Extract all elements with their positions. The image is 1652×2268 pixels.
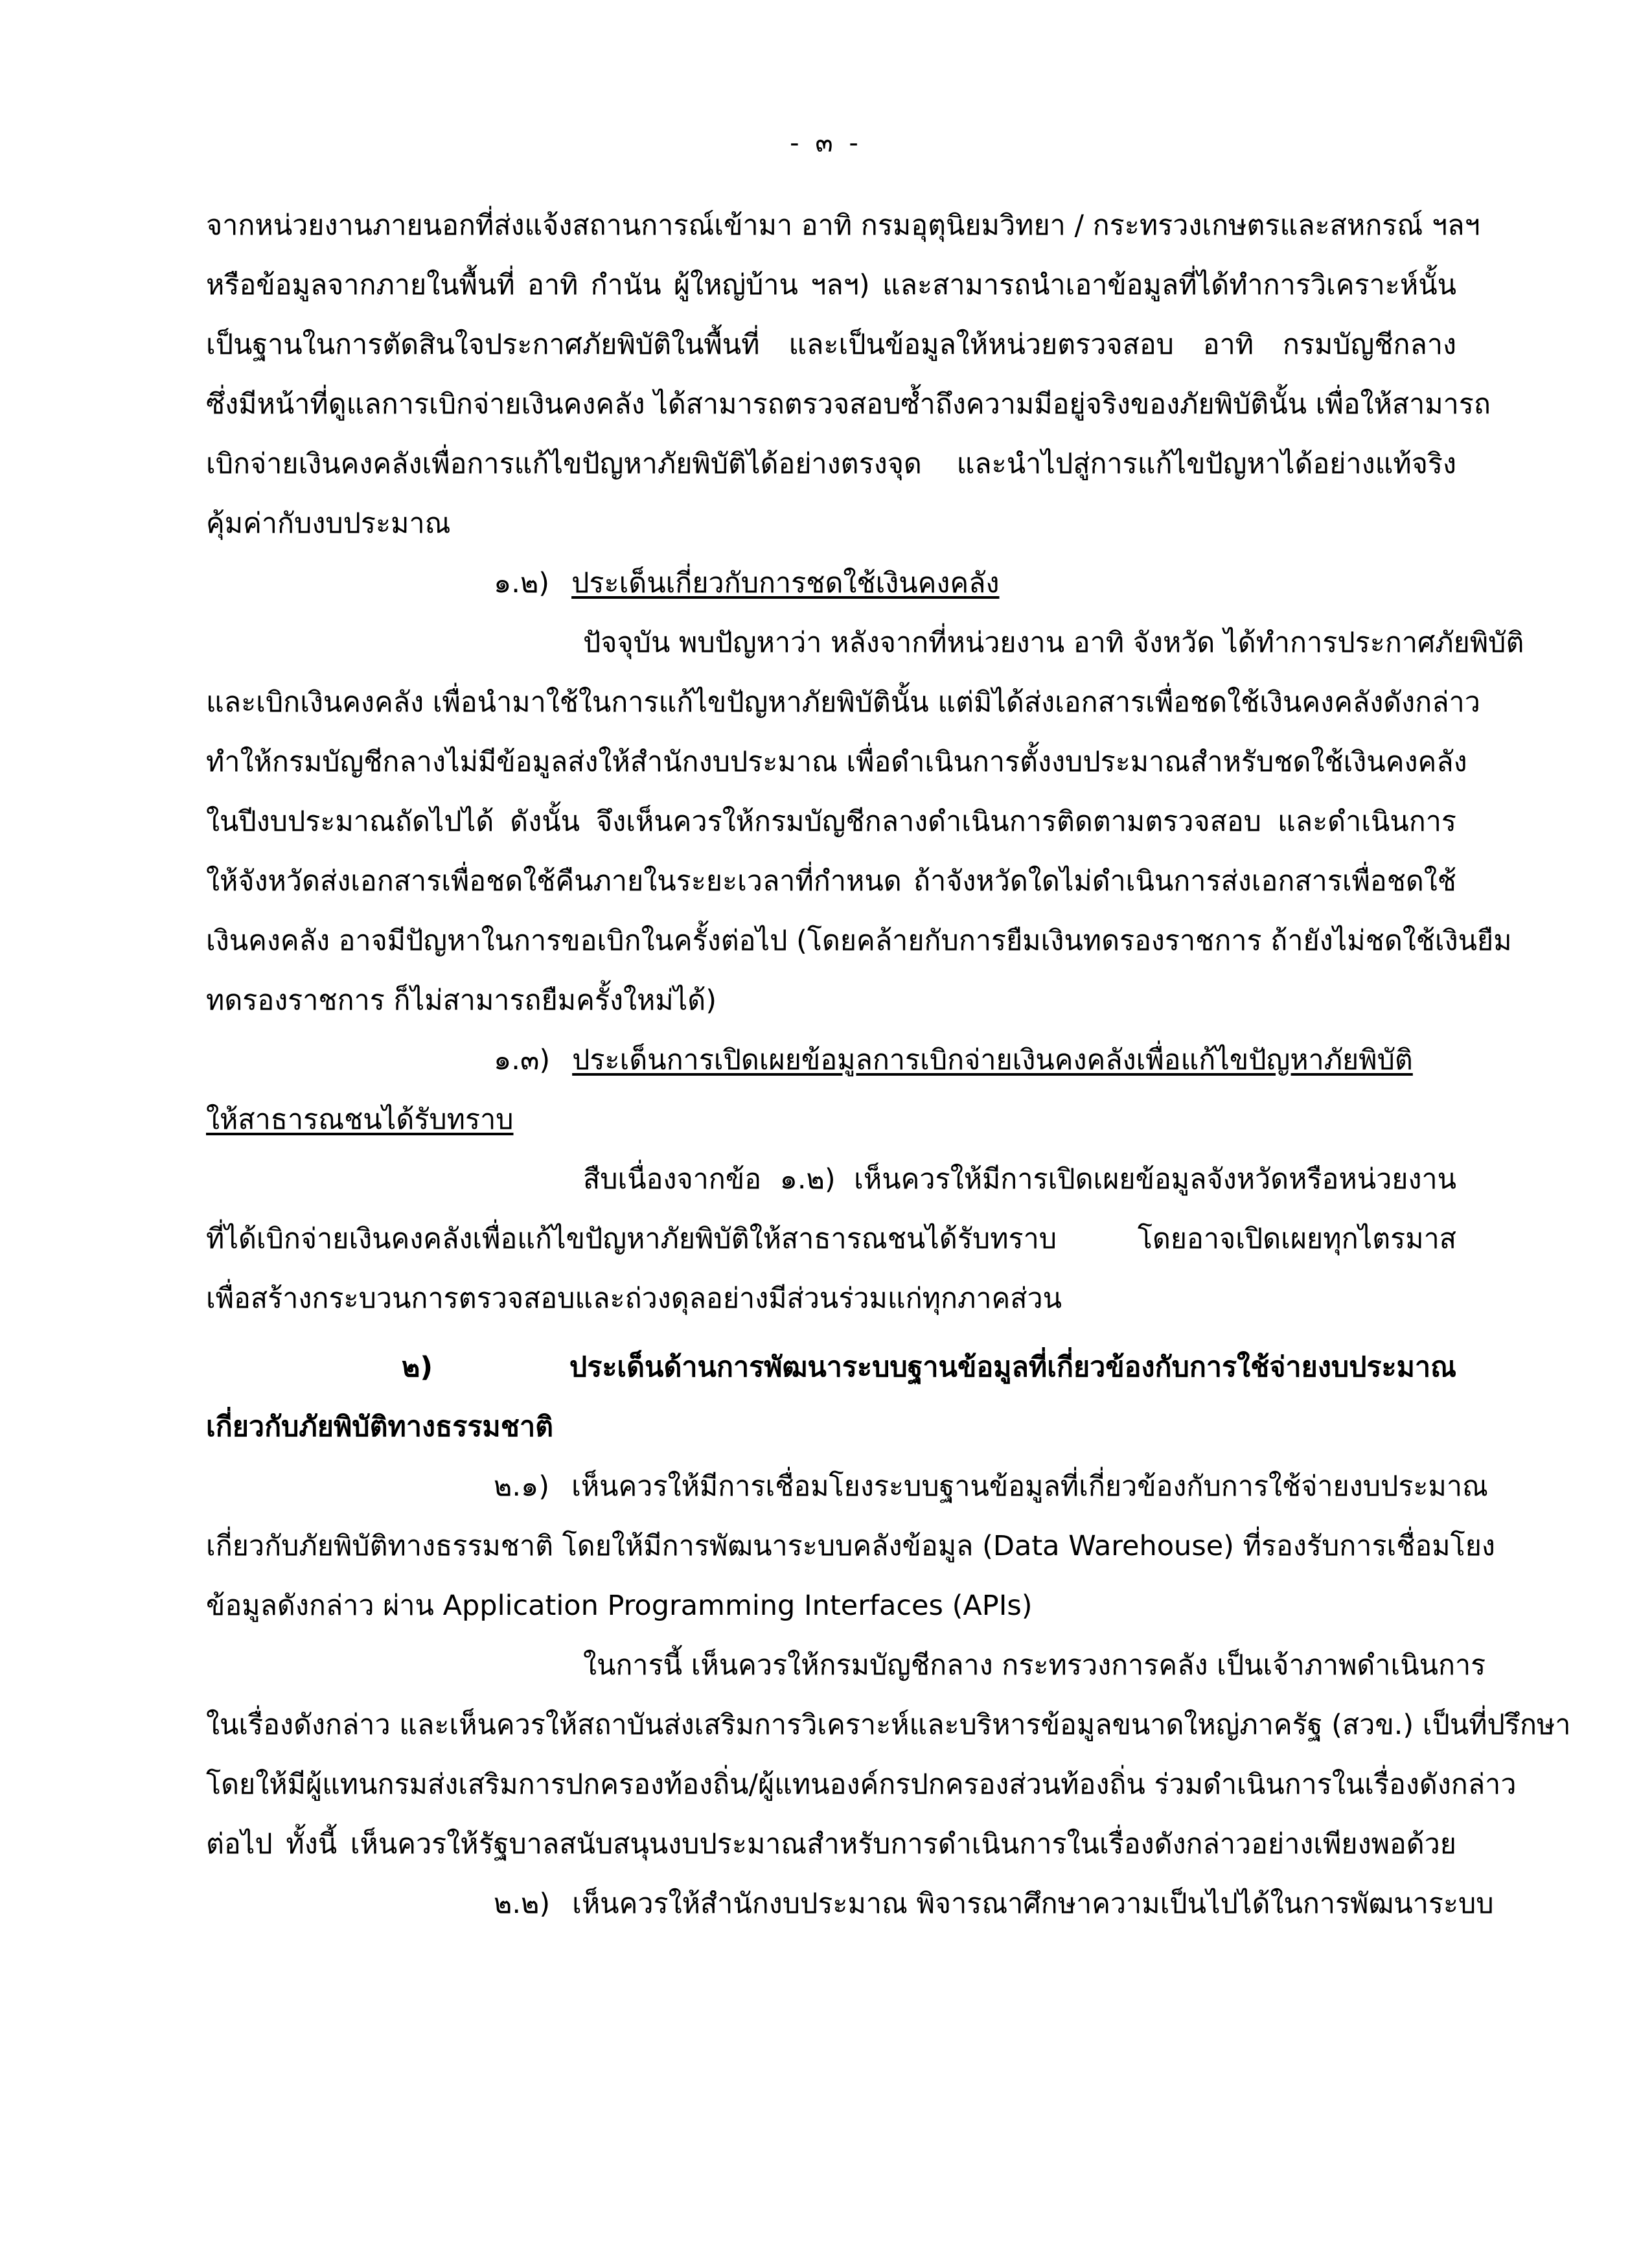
text: เห็นควรให้สำนักงบประมาณ พิจารณาศึกษาความเป็นไปได้ในการพัฒนาระบบ — [572, 1888, 1494, 1920]
text-line: หรือข้อมูลจากภายในพื้นที่ อาทิ กำนัน ผู้ใหญ่บ้าน ฯลฯ) และสามารถนำเอาข้อมูลที่ได้ทำการวิเคราะห์นั้น — [206, 269, 1456, 301]
section-title: ประเด็นเกี่ยวกับการชดใช้เงินคงคลัง — [571, 567, 1000, 599]
text-line: ข้อมูลดังกล่าว ผ่าน Application Programming Interfaces (APIs) — [206, 1590, 1033, 1622]
text: เห็นควรให้มีการเชื่อมโยงระบบฐานข้อมูลที่เกี่ยวข้องกับการใช้จ่ายงบประมาณ — [571, 1470, 1488, 1503]
section-title-line2: ให้สาธารณชนได้รับทราบ — [206, 1104, 514, 1136]
text-line: ทำให้กรมบัญชีกลางไม่มีข้อมูลส่งให้สำนักงบประมาณ เพื่อดำเนินการตั้งงบประมาณสำหรับชดใช้เงินคงคลัง — [206, 746, 1467, 778]
section-number: ๒.๒) — [494, 1888, 551, 1920]
section-heading — [494, 564, 1456, 603]
section-heading-continued: เกี่ยวกับภัยพิบัติทางธรรมชาติ — [206, 1411, 554, 1443]
section-number: ๑.๒) — [494, 567, 550, 599]
section-title: ประเด็นการเปิดเผยข้อมูลการเบิกจ่ายเงินคงคลังเพื่อแก้ไขปัญหาภัยพิบัติ — [572, 1044, 1413, 1076]
text-line: ซึ่งมีหน้าที่ดูแลการเบิกจ่ายเงินคงคลัง ได้สามารถตรวจสอบซ้ำถึงความมีอยู่จริงของภัยพิบัตินั้น เพื่อให้สามารถ — [206, 388, 1491, 421]
text-line: สืบเนื่องจากข้อ ๑.๒) เห็นควรให้มีการเปิดเผยข้อมูลจังหวัดหรือหน่วยงาน — [583, 1163, 1456, 1196]
text-line: คุ้มค่ากับงบประมาณ — [206, 507, 451, 540]
text-line: จากหน่วยงานภายนอกที่ส่งแจ้งสถานการณ์เข้ามา อาทิ กรมอุตุนิยมวิทยา / กระทรวงเกษตรและสหกรณ์ ฯลฯ — [206, 209, 1480, 242]
text-line: ต่อไป ทั้งนี้ เห็นควรให้รัฐบาลสนับสนุนงบประมาณสำหรับการดำเนินการในเรื่องดังกล่าวอย่างเพียงพอด้วย — [206, 1828, 1456, 1860]
text-line: ให้จังหวัดส่งเอกสารเพื่อชดใช้คืนภายในระยะเวลาที่กำหนด ถ้าจังหวัดใดไม่ดำเนินการส่งเอกสารเพื่อชดใช้ — [206, 865, 1456, 897]
text-line: เพื่อสร้างกระบวนการตรวจสอบและถ่วงดุลอย่างมีส่วนร่วมแก่ทุกภาคส่วน — [206, 1282, 1062, 1315]
text-line: ปัจจุบัน พบปัญหาว่า หลังจากที่หน่วยงาน อาทิ จังหวัด ได้ทำการประกาศภัยพิบัติ — [583, 627, 1524, 659]
text-line: และเบิกเงินคงคลัง เพื่อนำมาใช้ในการแก้ไขปัญหาภัยพิบัตินั้น แต่มิได้ส่งเอกสารเพื่อชดใช้เงินคงคลังดังกล่าว — [206, 686, 1480, 719]
text-line: ที่ได้เบิกจ่ายเงินคงคลังเพื่อแก้ไขปัญหาภัยพิบัติให้สาธารณชนได้รับทราบ โดยอาจเปิดเผยทุกไตรมาส — [206, 1223, 1456, 1255]
text-line: ในการนี้ เห็นควรให้กรมบัญชีกลาง กระทรวงการคลัง เป็นเจ้าภาพดำเนินการ — [583, 1649, 1486, 1682]
text-line: เป็นฐานในการตัดสินใจประกาศภัยพิบัติในพื้นที่ และเป็นข้อมูลให้หน่วยตรวจสอบ อาทิ กรมบัญชีกลาง — [206, 329, 1456, 361]
text-line: ในเรื่องดังกล่าว และเห็นควรให้สถาบันส่งเสริมการวิเคราะห์และบริหารข้อมูลขนาดใหญ่ภาครัฐ (สวข.) เป็นที่ปรึกษา — [206, 1709, 1571, 1741]
section-title-continued — [206, 1100, 1456, 1139]
text-line: เงินคงคลัง อาจมีปัญหาในการขอเบิกในครั้งต่อไป (โดยคล้ายกับการยืมเงินทดรองราชการ ถ้ายังไม่ชดใช้เงินยืม — [206, 925, 1512, 957]
text-line: ทดรองราชการ ก็ไม่สามารถยืมครั้งใหม่ได้) — [206, 984, 717, 1017]
section-number: ๑.๓) — [494, 1044, 551, 1076]
text-line: เบิกจ่ายเงินคงคลังเพื่อการแก้ไขปัญหาภัยพิบัติได้อย่างตรงจุด และนำไปสู่การแก้ไขปัญหาได้อย่างแท้จริง — [206, 448, 1456, 480]
text-line: เกี่ยวกับภัยพิบัติทางธรรมชาติ โดยให้มีการพัฒนาระบบคลังข้อมูล (Data Warehouse) ที่รองรับการเชื่อมโยง — [206, 1530, 1495, 1562]
text-line: โดยให้มีผู้แทนกรมส่งเสริมการปกครองท้องถิ่น/ผู้แทนองค์กรปกครองส่วนท้องถิ่น ร่วมดำเนินการในเรื่องดังกล่าว — [206, 1768, 1517, 1801]
page-number: - ๓ - — [790, 128, 862, 158]
section-first-line — [494, 1467, 1488, 1506]
section-heading — [494, 1041, 1456, 1080]
text-line: ในปีงบประมาณถัดไปได้ ดังนั้น จึงเห็นควรให้กรมบัญชีกลางดำเนินการติดตามตรวจสอบ และดำเนินการ — [206, 805, 1456, 838]
section-first-line — [494, 1884, 1494, 1923]
section-number: ๒.๑) — [494, 1470, 550, 1503]
section-heading: ๒) ประเด็นด้านการพัฒนาระบบฐานข้อมูลที่เกี่ยวข้องกับการใช้จ่ายงบประมาณ — [402, 1351, 1456, 1383]
